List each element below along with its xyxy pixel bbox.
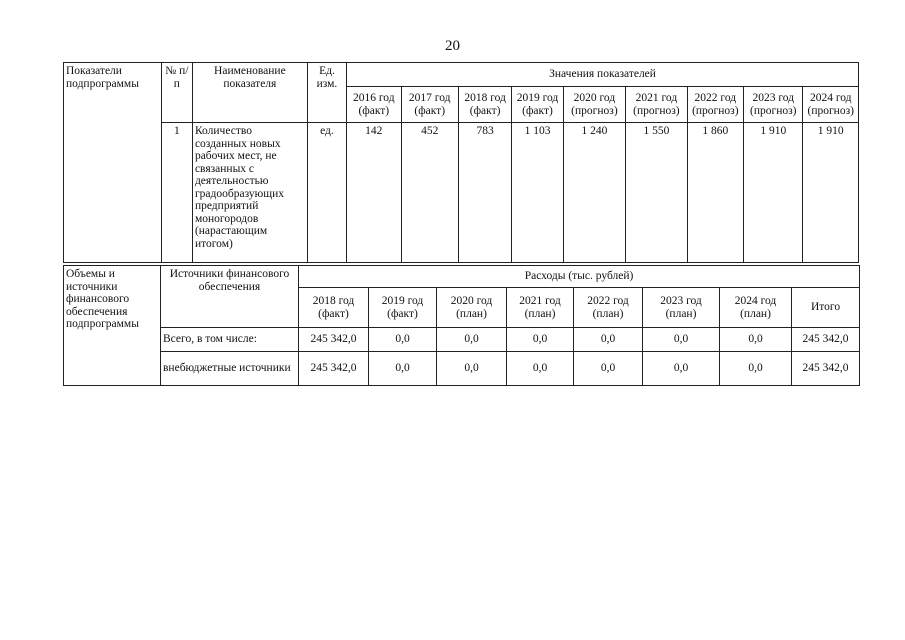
value-cell: 0,0 [437, 352, 507, 386]
page-number: 20 [445, 38, 460, 54]
year-header: 2023 год (план) [643, 288, 720, 328]
year-header: 2023 год (прогноз) [744, 87, 803, 123]
financing-table [63, 265, 860, 386]
value-cell: 0,0 [720, 352, 792, 386]
value-cell: 1 910 [803, 123, 859, 263]
expenses-header: Расходы (тыс. рублей) [299, 266, 860, 288]
value-cell: 0,0 [369, 352, 437, 386]
value-cell: 1 550 [626, 123, 687, 263]
year-header: 2020 год (план) [437, 288, 507, 328]
year-header: 2021 год (план) [507, 288, 574, 328]
value-cell: 0,0 [643, 328, 720, 352]
year-header: 2024 год (план) [720, 288, 792, 328]
financing-section-label: Объемы и источники финансового обеспечения подпрограммы [64, 266, 161, 386]
row-label: Всего, в том числе: [161, 328, 299, 352]
col-sources-header: Источники финансового обеспечения [161, 266, 299, 328]
value-cell: 0,0 [437, 328, 507, 352]
year-header: 2020 год (прогноз) [563, 87, 625, 123]
col-unit-header: Ед. изм. [307, 63, 346, 123]
table-row [64, 123, 859, 263]
year-header: 2019 год (факт) [369, 288, 437, 328]
value-cell: 0,0 [574, 328, 643, 352]
year-header: 2021 год (прогноз) [626, 87, 687, 123]
year-header: 2017 год (факт) [401, 87, 458, 123]
row-label: внебюджетные источники [161, 352, 299, 386]
value-cell: 142 [347, 123, 401, 263]
value-cell: 1 860 [687, 123, 743, 263]
row-name: Количество созданных новых рабочих мест, не связанных с деятельностью градообразующих предприятий моногородов (нарастающим итогом) [192, 123, 307, 263]
col-name-header: Наименование показателя [192, 63, 307, 123]
indicators-section-label: Показатели подпрограммы [64, 63, 162, 263]
col-num-header: № п/п [161, 63, 192, 123]
value-cell: 783 [458, 123, 511, 263]
total-header: Итого [792, 288, 860, 328]
value-cell: 245 342,0 [792, 352, 860, 386]
year-header: 2018 год (факт) [299, 288, 369, 328]
year-header: 2022 год (прогноз) [687, 87, 743, 123]
value-cell: 1 103 [512, 123, 563, 263]
year-header: 2018 год (факт) [458, 87, 511, 123]
indicators-table [63, 62, 859, 263]
year-header: 2022 год (план) [574, 288, 643, 328]
value-cell: 245 342,0 [299, 352, 369, 386]
value-cell: 0,0 [507, 328, 574, 352]
values-header: Значения показателей [347, 63, 859, 87]
value-cell: 0,0 [720, 328, 792, 352]
value-cell: 1 910 [744, 123, 803, 263]
value-cell: 452 [401, 123, 458, 263]
value-cell: 0,0 [507, 352, 574, 386]
table-row [64, 352, 860, 386]
value-cell: 0,0 [643, 352, 720, 386]
value-cell: 1 240 [563, 123, 625, 263]
row-unit: ед. [307, 123, 346, 263]
value-cell: 245 342,0 [792, 328, 860, 352]
value-cell: 0,0 [574, 352, 643, 386]
table-row [64, 328, 860, 352]
year-header: 2024 год (прогноз) [803, 87, 859, 123]
row-num: 1 [161, 123, 192, 263]
value-cell: 245 342,0 [299, 328, 369, 352]
value-cell: 0,0 [369, 328, 437, 352]
year-header: 2016 год (факт) [347, 87, 401, 123]
year-header: 2019 год (факт) [512, 87, 563, 123]
